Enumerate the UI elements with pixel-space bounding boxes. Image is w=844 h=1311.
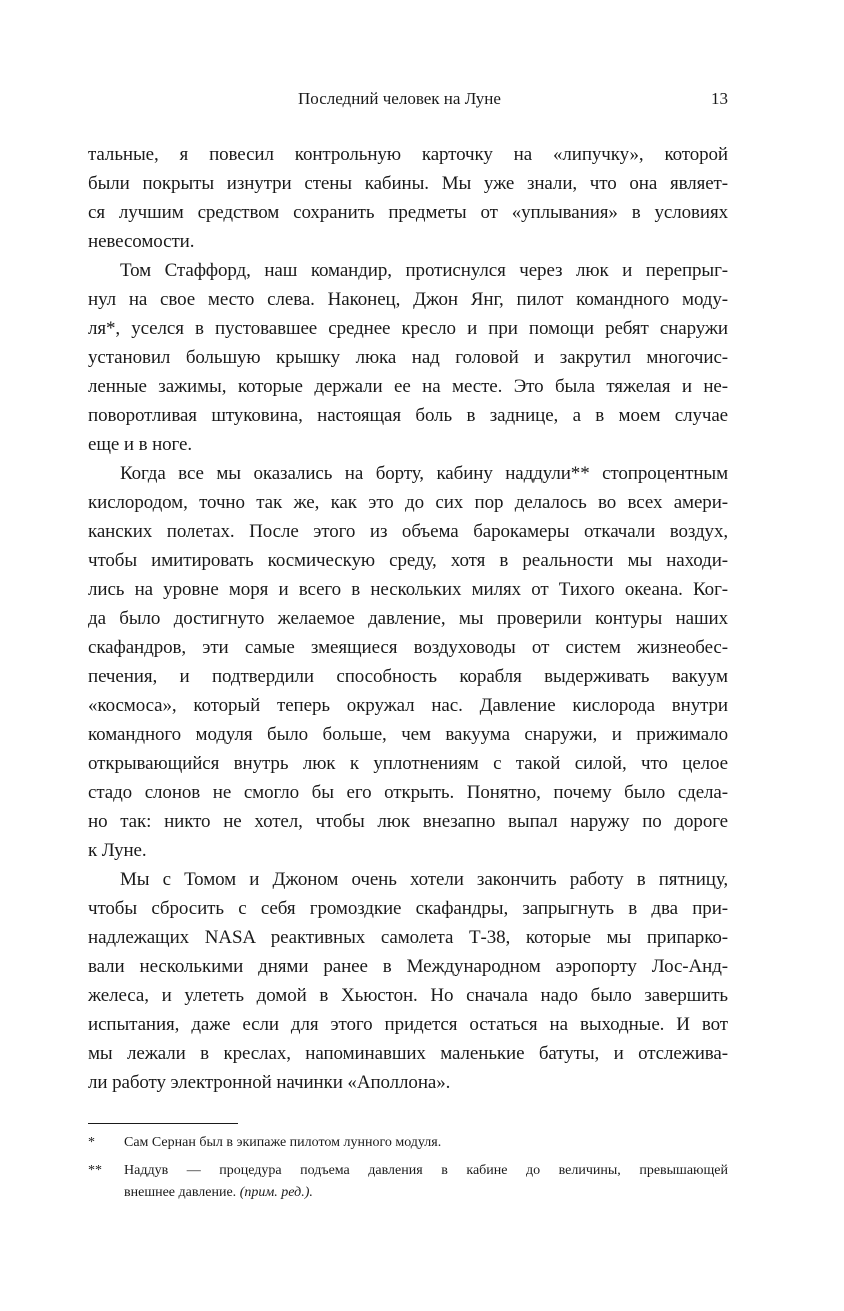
paragraph-first-line: Когда все мы оказались на борту, кабину наддули** стопроцентным (120, 463, 728, 484)
running-head (88, 86, 728, 112)
page-number: 13 (711, 89, 728, 108)
text-line: чтобы имитировать космическую среду, хотя в реальности мы находи- (88, 550, 728, 571)
footnote-text: Сам Сернан был в экипаже пилотом лунного модуля. (124, 1135, 442, 1150)
text-line: командного модуля было больше, чем вакуума снаружи, и прижимало (88, 724, 728, 745)
footnotes (88, 1132, 728, 1204)
text-line: еще и в ноге. (88, 434, 192, 455)
text-line: были покрыты изнутри стены кабины. Мы уже знали, что она являет- (88, 173, 728, 194)
editor-note: (прим. ред.). (239, 1185, 313, 1200)
text-line: невесомости. (88, 231, 195, 252)
text-line: «космоса», который теперь окружал нас. Давление кислорода внутри (88, 695, 728, 716)
text-line: вали несколькими днями ранее в Международном аэропорту Лос-Анд- (88, 956, 728, 977)
text-line: чтобы сбросить с себя громоздкие скафандры, запрыгнуть в два при- (88, 898, 728, 919)
text-line: желеса, и улететь домой в Хьюстон. Но сначала надо было завершить (88, 985, 728, 1006)
footnote-text-plain: внешнее давление. (124, 1185, 240, 1200)
running-title: Последний человек на Луне (298, 89, 501, 108)
text-line: тальные, я повесил контрольную карточку на «липучку», которой (88, 144, 728, 165)
footnote-mark: ** (88, 1163, 102, 1178)
body-text (88, 140, 728, 1097)
text-line: ленные зажимы, которые держали ее на месте. Это была тяжелая и не- (88, 376, 728, 397)
text-line: канских полетах. После этого из объема барокамеры откачали воздух, (88, 521, 728, 542)
text-line: кислородом, точно так же, как это до сих пор делалось во всех амери- (88, 492, 728, 513)
text-line: поворотливая штуковина, настоящая боль в заднице, а в моем случае (88, 405, 728, 426)
footnote-text-continued (124, 1182, 728, 1204)
text-line: лись на уровне моря и всего в нескольких милях от Тихого океана. Ког- (88, 579, 728, 600)
text-line: но так: никто не хотел, чтобы люк внезапно выпал наружу по дороге (88, 811, 728, 832)
text-line: стадо слонов не смогло бы его открыть. Понятно, почему было сдела- (88, 782, 728, 803)
text-line: установил большую крышку люка над головой и закрутил многочис- (88, 347, 728, 368)
text-line: к Луне. (88, 840, 147, 861)
text-line: испытания, даже если для этого придется остаться на выходные. И вот (88, 1014, 728, 1035)
footnote-text: Наддув — процедура подъема давления в кабине до величины, превышающей (124, 1163, 728, 1178)
paragraph-first-line: Том Стаффорд, наш командир, протиснулся через люк и перепрыг- (120, 260, 728, 281)
paragraph-first-line: Мы с Томом и Джоном очень хотели закончить работу в пятницу, (120, 869, 728, 890)
footnote-mark: * (88, 1135, 95, 1150)
text-line: да было достигнуто желаемое давление, мы проверили контуры наших (88, 608, 728, 629)
text-line: открывающийся внутрь люк к уплотнениям с такой силой, что целое (88, 753, 728, 774)
text-line: надлежащих NASA реактивных самолета Т-38, которые мы припарко- (88, 927, 728, 948)
text-line: нул на свое место слева. Наконец, Джон Янг, пилот командного моду- (88, 289, 728, 310)
text-line: печения, и подтвердили способность корабля выдерживать вакуум (88, 666, 728, 687)
footnote-divider (88, 1123, 238, 1124)
text-line: ся лучшим средством сохранить предметы от «уплывания» в условиях (88, 202, 728, 223)
text-line: мы лежали в креслах, напоминавших маленькие батуты, и отслежива- (88, 1043, 728, 1064)
text-line: скафандров, эти самые змеящиеся воздуховоды от систем жизнеобес- (88, 637, 728, 658)
footnote (88, 1132, 728, 1154)
footnote (88, 1160, 728, 1204)
text-line: ли работу электронной начинки «Аполлона». (88, 1072, 451, 1093)
text-line: ля*, уселся в пустовавшее среднее кресло и при помощи ребят снаружи (88, 318, 728, 339)
